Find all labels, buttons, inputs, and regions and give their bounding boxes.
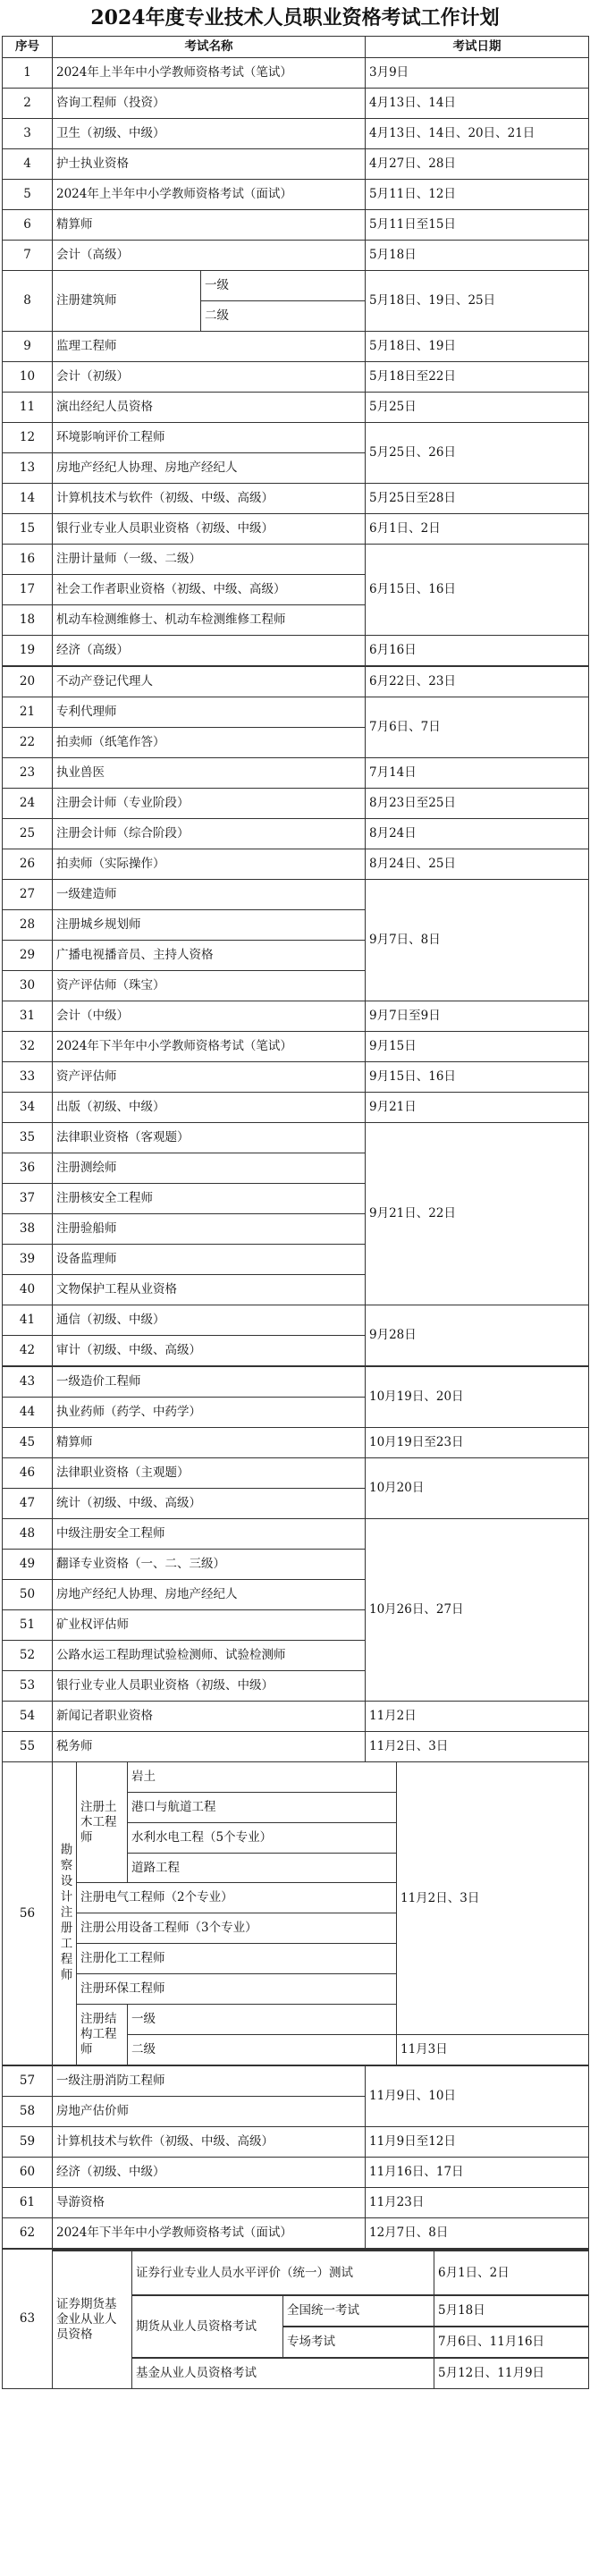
exam-sub: 专场考试 [283,2327,434,2358]
exam-group-label: 证券期货基金业从业人员资格 [53,2251,132,2388]
row-number: 61 [3,2188,53,2218]
row-number: 55 [3,1732,53,1762]
row-number: 18 [3,605,53,636]
exam-date: 11月16日、17日 [366,2158,589,2188]
exam-name: 拍卖师（纸笔作答） [53,728,366,758]
row-number: 42 [3,1336,53,1367]
row-number: 14 [3,484,53,514]
table-row [3,1702,589,1732]
exam-name: 精算师 [53,1428,366,1458]
exam-name: 经济（初级、中级） [53,2158,366,2188]
exam-name: 资产评估师 [53,1062,366,1093]
exam-name: 注册电气工程师（2个专业） [77,1883,397,1913]
row-number: 45 [3,1428,53,1458]
exam-name: 期货从业人员资格考试 [132,2295,283,2358]
table-row [3,1458,589,1489]
exam-name: 监理工程师 [53,332,366,362]
exam-name-text: 注册建筑师 [56,293,117,308]
exam-date: 12月7日、8日 [366,2218,589,2250]
table-row [3,1093,589,1123]
row-number: 57 [3,2065,53,2097]
exam-date: 5月18日、19日 [366,332,589,362]
exam-date: 4月27日、28日 [366,149,589,180]
table-row [3,332,589,362]
exam-name: 房地产经纪人协理、房地产经纪人 [53,1580,366,1610]
exam-sub: 水利水电工程（5个专业） [128,1823,396,1854]
exam-level: 一级 [200,271,365,301]
row-number: 63 [3,2249,53,2389]
row-number: 25 [3,819,53,849]
exam-date: 10月19日、20日 [366,1366,589,1428]
exam-date: 6月1日、2日 [366,514,589,545]
exam-date: 11月2日、3日 [366,1732,589,1762]
header-date: 考试日期 [366,37,589,58]
exam-date: 5月18日 [434,2295,589,2327]
exam-date: 11月2日、3日 [397,1762,589,2035]
exam-name: 注册会计师（综合阶段） [53,819,366,849]
exam-date: 11月9日、10日 [366,2065,589,2127]
exam-name: 计算机技术与软件（初级、中级、高级） [53,484,366,514]
exam-date: 9月21日、22日 [366,1123,589,1305]
exam-name: 银行业专业人员职业资格（初级、中级） [53,514,366,545]
exam-name: 翻译专业资格（一、二、三级） [53,1550,366,1580]
table-row [3,1732,589,1762]
table-row [3,89,589,119]
page-title: 2024年度专业技术人员职业资格考试工作计划 [90,6,500,30]
table-row [3,2218,589,2250]
row-number: 39 [3,1245,53,1275]
table-row [3,362,589,393]
row-number: 58 [3,2097,53,2127]
exam-date: 9月21日 [366,1093,589,1123]
header-name: 考试名称 [53,37,366,58]
exam-name: 一级注册消防工程师 [53,2065,366,2097]
exam-name: 演出经纪人员资格 [53,393,366,423]
row-number: 49 [3,1550,53,1580]
table-row [3,666,589,697]
exam-date: 6月16日 [366,636,589,667]
row-number: 27 [3,880,53,910]
row-number: 9 [3,332,53,362]
row-number: 6 [3,210,53,241]
exam-name: 房地产经纪人协理、房地产经纪人 [53,453,366,484]
exam-name: 法律职业资格（主观题） [53,1458,366,1489]
table-row [3,697,589,728]
exam-date: 5月18日 [366,241,589,271]
table-row [3,1305,589,1336]
row-number: 37 [3,1184,53,1214]
exam-name: 房地产估价师 [53,2097,366,2127]
row-number: 12 [3,423,53,453]
exam-name: 机动车检测维修士、机动车检测维修工程师 [53,605,366,636]
exam-date: 6月22日、23日 [366,666,589,697]
exam-name: 注册会计师（专业阶段） [53,789,366,819]
exam-name: 卫生（初级、中级） [53,119,366,149]
table-row [3,1032,589,1062]
row-number: 17 [3,575,53,605]
exam-sub: 道路工程 [131,1861,180,1875]
exam-date: 9月15日 [366,1032,589,1062]
row-number: 3 [3,119,53,149]
exam-date: 10月26日、27日 [366,1519,589,1702]
table-row [3,636,589,667]
table-row [3,393,589,423]
table-row [3,2127,589,2158]
row-number: 23 [3,758,53,789]
exam-date: 5月12日、11月9日 [434,2358,589,2388]
table-row [3,2188,589,2218]
exam-name: 注册环保工程师 [77,1974,397,2005]
exam-name: 不动产登记代理人 [53,666,366,697]
exam-name: 中级注册安全工程师 [53,1519,366,1550]
exam-name: 拍卖师（实际操作） [53,849,366,880]
exam-name: 计算机技术与软件（初级、中级、高级） [53,2127,366,2158]
exam-date: 5月25日至28日 [366,484,589,514]
row-number: 29 [3,941,53,971]
exam-name: 注册计量师（一级、二级） [53,545,366,575]
row-number: 34 [3,1093,53,1123]
exam-name: 会计（中级） [53,1001,366,1032]
exam-name: 会计（高级） [53,241,366,271]
row-number: 4 [3,149,53,180]
exam-date: 7月6日、7日 [366,697,589,758]
exam-name: 银行业专业人员职业资格（初级、中级） [53,1671,366,1702]
row-number: 26 [3,849,53,880]
row-number: 1 [3,58,53,89]
exam-name [53,271,366,332]
row-number: 35 [3,1123,53,1153]
exam-date: 10月19日至23日 [366,1428,589,1458]
row-number: 7 [3,241,53,271]
row-number: 41 [3,1305,53,1336]
exam-name: 广播电视播音员、主持人资格 [53,941,366,971]
exam-name: 设备监理师 [53,1245,366,1275]
row-number: 38 [3,1214,53,1245]
exam-date: 4月13日、14日 [366,89,589,119]
table-row [3,789,589,819]
exam-name: 矿业权评估师 [53,1610,366,1641]
row-number: 51 [3,1610,53,1641]
row-number: 32 [3,1032,53,1062]
exam-sub: 港口与航道工程 [128,1793,396,1823]
row-number: 43 [3,1366,53,1398]
exam-date: 9月28日 [366,1305,589,1367]
table-row [3,1366,589,1398]
row-number: 15 [3,514,53,545]
exam-date: 9月7日、8日 [366,880,589,1001]
exam-schedule-table [2,36,588,2573]
exam-name: 护士执业资格 [53,149,366,180]
table-row [3,241,589,271]
exam-name: 2024年上半年中小学教师资格考试（笔试） [53,58,366,89]
table-row [3,1428,589,1458]
exam-name: 注册结构工程师 [77,2005,128,2065]
exam-name: 通信（初级、中级） [53,1305,366,1336]
exam-name: 注册土木工程师 [77,1762,128,1883]
exam-name: 注册测绘师 [53,1153,366,1184]
row-number: 44 [3,1398,53,1428]
exam-sub: 二级 [131,2042,156,2057]
exam-date: 8月23日至25日 [366,789,589,819]
row-number: 19 [3,636,53,667]
table-row [3,819,589,849]
exam-date: 8月24日 [366,819,589,849]
exam-name: 统计（初级、中级、高级） [53,1489,366,1519]
row-number: 50 [3,1580,53,1610]
table-row [3,119,589,149]
exam-date: 11月23日 [366,2188,589,2218]
exam-name: 一级造价工程师 [53,1366,366,1398]
exam-date: 5月18日、19日、25日 [366,271,589,332]
row-number: 8 [3,271,53,332]
exam-name: 税务师 [53,1732,366,1762]
row-number: 48 [3,1519,53,1550]
exam-group-securities [53,2249,589,2389]
row-number: 11 [3,393,53,423]
exam-level: 二级 [200,301,365,331]
exam-date: 9月15日、16日 [366,1062,589,1093]
exam-name: 注册化工工程师 [77,1944,397,1974]
table-row [3,545,589,575]
exam-date: 6月15日、16日 [366,545,589,636]
exam-date: 11月3日 [397,2035,589,2065]
table-row [3,1762,589,2066]
exam-date: 6月1日、2日 [434,2251,589,2295]
row-number: 13 [3,453,53,484]
exam-name: 注册核安全工程师 [53,1184,366,1214]
exam-name: 社会工作者职业资格（初级、中级、高级） [53,575,366,605]
row-number: 36 [3,1153,53,1184]
table-row [3,849,589,880]
exam-name: 导游资格 [53,2188,366,2218]
table-row [3,271,589,332]
table-row [3,149,589,180]
table-row [3,1519,589,1550]
row-number: 22 [3,728,53,758]
exam-date: 3月9日 [366,58,589,89]
row-number: 56 [3,1762,53,2066]
exam-name: 会计（初级） [53,362,366,393]
row-number: 16 [3,545,53,575]
row-number: 30 [3,971,53,1001]
exam-name: 经济（高级） [53,636,366,667]
row-number: 46 [3,1458,53,1489]
table-row [3,2249,589,2389]
exam-name: 审计（初级、中级、高级） [53,1336,366,1367]
exam-name: 法律职业资格（客观题） [53,1123,366,1153]
table-row [3,484,589,514]
table-row [3,58,589,89]
row-number: 33 [3,1062,53,1093]
exam-name: 一级建造师 [53,880,366,910]
row-number: 40 [3,1275,53,1305]
table-row [3,1123,589,1153]
row-number: 28 [3,910,53,941]
exam-name: 文物保护工程从业资格 [53,1275,366,1305]
exam-date: 11月9日至12日 [366,2127,589,2158]
exam-name: 环境影响评价工程师 [53,423,366,453]
exam-name: 咨询工程师（投资） [53,89,366,119]
exam-name: 新闻记者职业资格 [53,1702,366,1732]
exam-sub: 全国统一考试 [283,2295,434,2327]
exam-name: 执业兽医 [53,758,366,789]
exam-name: 注册验船师 [53,1214,366,1245]
row-number: 2 [3,89,53,119]
exam-date: 5月18日至22日 [366,362,589,393]
exam-name: 2024年下半年中小学教师资格考试（面试） [53,2218,366,2250]
row-number: 47 [3,1489,53,1519]
exam-date: 8月24日、25日 [366,849,589,880]
table-row [3,758,589,789]
row-number: 10 [3,362,53,393]
table-row [3,423,589,453]
row-number: 20 [3,666,53,697]
table-row [3,2065,589,2097]
exam-name: 2024年下半年中小学教师资格考试（笔试） [53,1032,366,1062]
exam-name: 执业药师（药学、中药学） [53,1398,366,1428]
exam-sub: 岩土 [128,1762,396,1793]
exam-name: 资产评估师（珠宝） [53,971,366,1001]
exam-name: 基金从业人员资格考试 [132,2358,434,2388]
row-number: 31 [3,1001,53,1032]
table-row [3,880,589,910]
table-row [3,514,589,545]
exam-name: 出版（初级、中级） [53,1093,366,1123]
exam-group-civil [53,1762,589,2066]
exam-name: 专利代理师 [53,697,366,728]
exam-date: 9月7日至9日 [366,1001,589,1032]
exam-group-label: 勘察设计注册工程师 [57,1843,72,1984]
row-number: 60 [3,2158,53,2188]
row-number: 24 [3,789,53,819]
table-row [3,180,589,210]
exam-date: 5月25日、26日 [366,423,589,484]
row-number: 53 [3,1671,53,1702]
exam-name: 证券行业专业人员水平评价（统一）测试 [132,2251,434,2295]
row-number: 62 [3,2218,53,2250]
exam-date: 11月2日 [366,1702,589,1732]
row-number: 5 [3,180,53,210]
exam-date: 4月13日、14日、20日、21日 [366,119,589,149]
exam-date: 5月25日 [366,393,589,423]
exam-name: 公路水运工程助理试验检测师、试验检测师 [53,1641,366,1671]
exam-name: 精算师 [53,210,366,241]
table-row [3,1001,589,1032]
exam-date: 10月20日 [366,1458,589,1519]
row-number: 54 [3,1702,53,1732]
row-number: 52 [3,1641,53,1671]
exam-sub: 一级 [128,2005,397,2035]
exam-date: 7月14日 [366,758,589,789]
exam-name: 注册城乡规划师 [53,910,366,941]
row-number: 59 [3,2127,53,2158]
exam-name: 注册公用设备工程师（3个专业） [77,1913,397,1944]
table-row [3,2158,589,2188]
exam-date: 5月11日、12日 [366,180,589,210]
exam-date: 7月6日、11月16日 [434,2327,589,2358]
exam-name: 2024年上半年中小学教师资格考试（面试） [53,180,366,210]
exam-date: 5月11日至15日 [366,210,589,241]
header-no: 序号 [3,37,53,58]
table-row [3,210,589,241]
row-number: 21 [3,697,53,728]
table-row [3,1062,589,1093]
